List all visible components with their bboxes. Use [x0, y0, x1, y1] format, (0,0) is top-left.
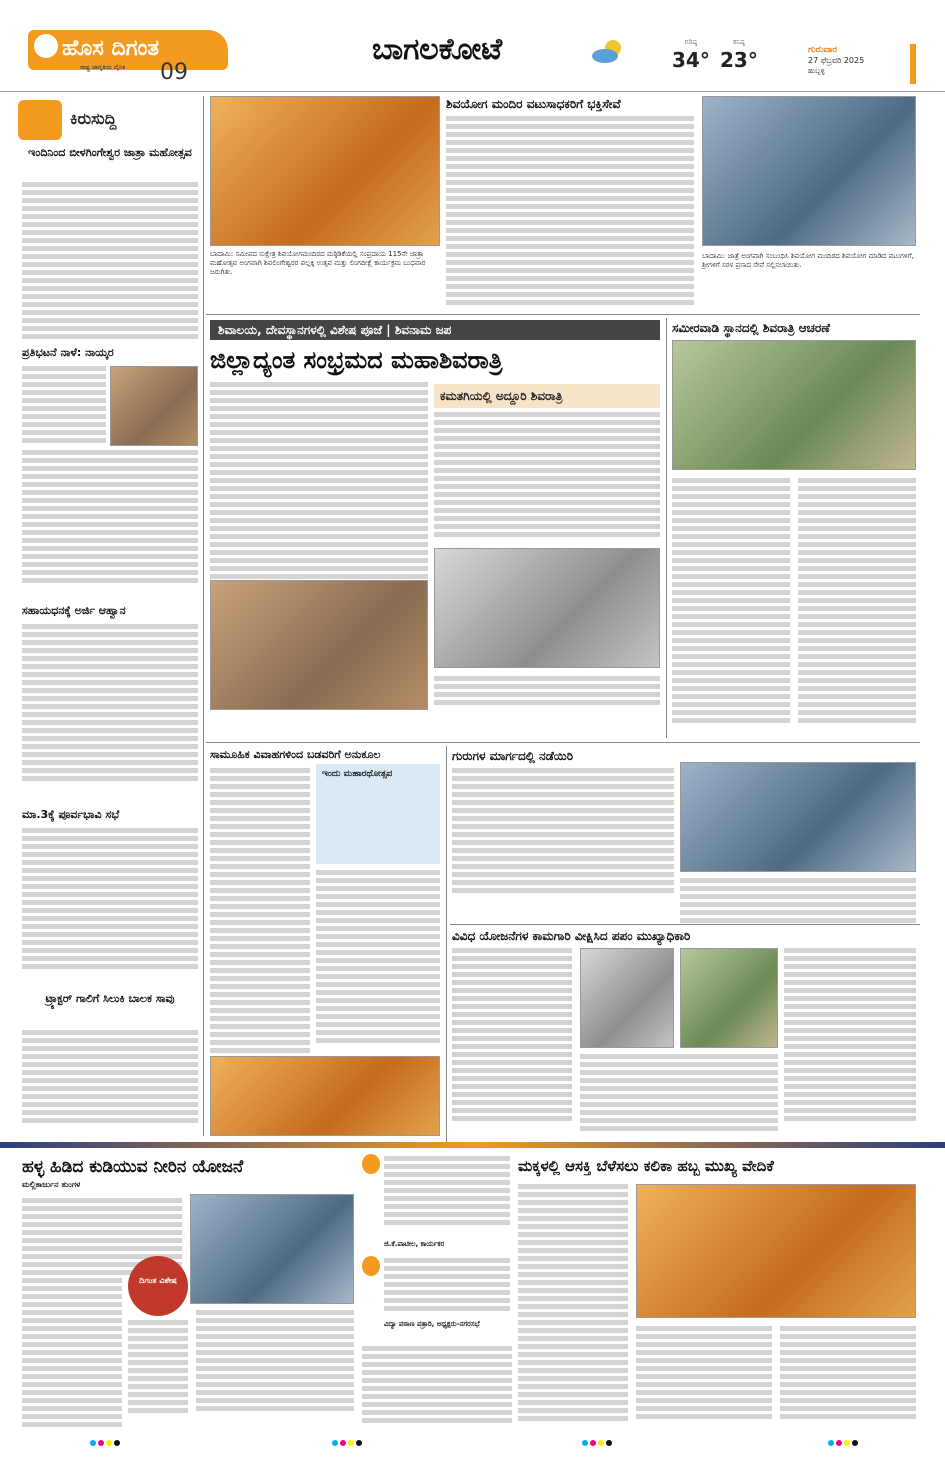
kamatagi-caption	[434, 676, 660, 708]
min-temp-value: 23°	[720, 48, 758, 73]
main-story-headline: ಜಿಲ್ಲಾದ್ಯಂತ ಸಂಭ್ರಮದ ಮಹಾಶಿವರಾತ್ರಿ	[210, 346, 503, 374]
jatra-caption: ಬಾದಾಮಿ: ಸಮೀಪದ ಸುಕ್ಷೇತ್ರ ಶಿವಯೋಗಮಂದಿರದ ಮಠ್ಠಿಡಿಕೆಯಲ್ಲಿ ಸಂಪ್ರದಾಯ 115ನೇ ಜಾತ್ರಾ ಮಹೋತ್ಸವ ಅಂಗವಾಗಿ ಶಿವಲಿಂಗೇಶ್ವರರ ಪಲ್ಲಕ್ಕಿ ಉತ್ಸವ ಮತ್ತು ಲಿಂಗದೀಕ್ಷೆ ಕಾರ್ಯಕ್ರಮ ಬುಧವಾರ ಜರುಗಿತು.	[210, 250, 426, 277]
briefs-title: ಕಿರುಸುದ್ದಿ	[70, 109, 117, 128]
brief-body-2a	[22, 366, 106, 446]
masthead	[0, 0, 945, 92]
gurus-headline: ಗುರುಗಳ ಮಾರ್ಗದಲ್ಲಿ ನಡೆಯಿರಿ	[452, 749, 574, 763]
column-divider-2	[666, 318, 667, 738]
date-block	[808, 44, 864, 76]
brief-body-5	[22, 1030, 198, 1126]
school-headline: ಮಕ್ಕಳಲ್ಲಿ ಆಸಕ್ತಿ ಬೆಳೆಸಲು ಕಲಿಕಾ ಹಬ್ಬ ಮುಖ್ಯ ವೇದಿಕೆ	[518, 1157, 774, 1175]
water-body-c	[128, 1320, 188, 1416]
row-divider-3	[450, 924, 920, 925]
brief-body-1	[22, 182, 198, 342]
school-body-c	[780, 1326, 916, 1422]
marriage-headline: ಸಾಮೂಹಿಕ ವಿವಾಹಗಳಿಂದ ಬಡವರಿಗೆ ಅನುಕೂಲ	[210, 748, 381, 761]
min-temp-block	[720, 38, 758, 74]
accent-bar	[910, 44, 916, 84]
brief-body-3	[22, 624, 198, 784]
shivayoga-headline: ಶಿವಯೋಗ ಮಂದಿರ ವಟುಸಾಧಕರಿಗೆ ಭಕ್ತಿಸೇವೆ	[446, 97, 621, 111]
brief-headline-2: ಪ್ರತಿಭಟನೆ ನಾಳೆ: ನಾಯ್ಕರ	[22, 346, 114, 359]
shivalinga-puja-photo	[210, 580, 428, 710]
main-story-kicker: ಶಿವಾಲಯ, ದೇವಸ್ಥಾನಗಳಲ್ಲಿ ವಿಶೇಷ ಪೂಜೆ | ಶಿವನಾಮ ಜಪ	[210, 320, 660, 340]
briefs-header	[18, 100, 198, 140]
column-divider	[203, 96, 204, 1136]
row-divider-2	[206, 742, 920, 743]
quote-2-text	[384, 1258, 510, 1314]
sameerwadi-photo	[672, 340, 916, 470]
works-body-a	[452, 948, 572, 1124]
gurus-body	[452, 768, 674, 896]
marriage-stage-photo	[210, 1056, 440, 1136]
jatra-crowd-photo	[210, 96, 440, 246]
water-byline: ಮಲ್ಲಿಕಾರ್ಜುನ ತುಂಗಳ	[22, 1180, 81, 1189]
sub-story-headline: ಕಮತಗಿಯಲ್ಲಿ ಅದ್ದೂರಿ ಶಿವರಾತ್ರಿ	[440, 389, 563, 403]
school-body-b	[636, 1326, 772, 1422]
school-body-a	[518, 1184, 628, 1424]
quote-2-author: ವಿದ್ಯಾ ಪಠಾಣ ಪತ್ರಾರಿ, ಅಧ್ಯಕ್ಷರು-ನಗರಸಭೆ	[384, 1320, 480, 1328]
brief-headline-5: ಟ್ರ್ಯಾಕ್ಟರ್ ಗಾಲಿಗೆ ಸಿಲುಕಿ ಬಾಲಕ ಸಾವು	[45, 992, 175, 1005]
info-box	[316, 764, 440, 864]
brief-body-4	[22, 828, 198, 972]
briefs-hand-icon	[18, 100, 62, 140]
water-body-e	[362, 1346, 512, 1426]
logo-tagline: ರಾಷ್ಟ್ರ ಜಾಗೃತಿಯ ದೈನಿಕ	[80, 64, 126, 71]
marriage-body-b	[316, 870, 440, 1046]
brief-headline-1: ಇಂದಿನಿಂದ ಬೀಳಗಿಂಗೇಶ್ವರ ಜಾತ್ರಾ ಮಹೋತ್ಸವ	[28, 146, 192, 159]
side-story-body-a	[672, 478, 790, 726]
max-temp-value: 34°	[672, 48, 710, 73]
brief-headline-4: ಮಾ.3ಕ್ಕೆ ಪೂರ್ವಭಾವಿ ಸಭೆ	[22, 808, 120, 821]
weather-sun-cloud-icon	[588, 36, 628, 66]
water-tap-photo	[190, 1194, 354, 1304]
min-temp-label: ಕನಿಷ್ಠ	[733, 38, 745, 46]
quote-mark-icon	[362, 1154, 380, 1174]
works-photo-2	[680, 948, 778, 1048]
color-registration-marks	[90, 1440, 120, 1446]
water-body-b	[22, 1278, 122, 1430]
page-number: 09	[160, 60, 188, 85]
badge-text: ದಿಗಂತ ವಿಶೇಷ	[139, 1276, 177, 1285]
side-story-body-b	[798, 478, 916, 726]
logo-emblem-icon	[34, 34, 58, 58]
works-photo-1	[580, 948, 674, 1048]
district-title: ಬಾಗಲಕೋಟೆ	[372, 32, 503, 67]
issue-date: 27 ಫೆಬ್ರವರಿ 2025	[808, 56, 865, 66]
quote-1	[362, 1152, 512, 1240]
column-divider-3	[446, 746, 447, 1142]
newspaper-logo: ಹೊಸ ದಿಗಂತ	[62, 36, 160, 61]
row-divider	[206, 314, 920, 315]
shivayoga-body	[446, 116, 694, 308]
kalika-habba-photo	[636, 1184, 916, 1318]
kamatagi-temple-photo	[434, 548, 660, 668]
info-box-title: ಇಂದು ಮಹಾರಥೋತ್ಸವ	[322, 769, 393, 779]
max-temp-block	[672, 38, 710, 74]
weekday: ಗುರುವಾರ	[808, 45, 838, 55]
color-registration-marks	[332, 1440, 362, 1446]
digant-special-badge	[128, 1256, 188, 1316]
water-headline: ಹಳ್ಳ ಹಿಡಿದ ಕುಡಿಯುವ ನೀರಿನ ಯೋಜನೆ	[22, 1157, 244, 1177]
section-separator	[0, 1142, 945, 1148]
seva-photo	[702, 96, 916, 246]
quote-1-author: ಜಿ.ಕೆ.ಪಾಟೀಲ, ಕಾರ್ಯಕರ	[384, 1240, 445, 1248]
quote-mark-icon	[362, 1256, 380, 1276]
marriage-body-a	[210, 768, 310, 1056]
main-story-body	[210, 382, 428, 582]
works-body-b	[784, 948, 916, 1124]
works-headline: ವಿವಿಧ ಯೋಜನೆಗಳ ಕಾಮಗಾರಿ ವೀಕ್ಷಿಸಿದ ಪಪಂ ಮುಖ್ಯಾಧಿಕಾರಿ	[452, 929, 691, 943]
side-story-headline: ಸಮೀರವಾಡಿ ಸ್ಥಾನದಲ್ಲಿ ಶಿವರಾತ್ರಿ ಆಚರಣೆ	[672, 321, 830, 335]
color-registration-marks	[582, 1440, 612, 1446]
protest-leader-photo	[110, 366, 198, 446]
gurus-event-photo	[680, 762, 916, 872]
sub-story-body	[434, 412, 660, 540]
water-body-d	[196, 1310, 354, 1414]
sub-story-header	[434, 384, 660, 408]
seva-caption: ಬಾದಾಮಿ: ಜಾತ್ರೆ ಅಂಗವಾಗಿ ಸಂಬಂಧಿಸಿ ಶಿವಯೋಗ ಮಂದಿರದ ಶಿವಯೋಗ ಮಾಡಿದ ವಟುಗಳಿಗೆ, ಶ್ರೀಗಳಿಗೆ ಸರಳ ಪ್ರಸಾದ ಸೇವೆ ಸಲ್ಲಿಸಲಾಯಿತು.	[702, 252, 914, 270]
quote-1-text	[384, 1156, 510, 1228]
brief-headline-3: ಸಹಾಯಧನಕ್ಕೆ ಅರ್ಜಿ ಆಹ್ವಾನ	[22, 604, 126, 617]
color-registration-marks	[828, 1440, 858, 1446]
max-temp-label: ಗರಿಷ್ಠ	[684, 38, 698, 46]
edition-city: ಹುಬ್ಬಳ್ಳಿ	[808, 66, 825, 75]
works-body-c	[580, 1054, 778, 1134]
gurus-body-b	[680, 878, 916, 926]
brief-body-2b	[22, 450, 198, 586]
